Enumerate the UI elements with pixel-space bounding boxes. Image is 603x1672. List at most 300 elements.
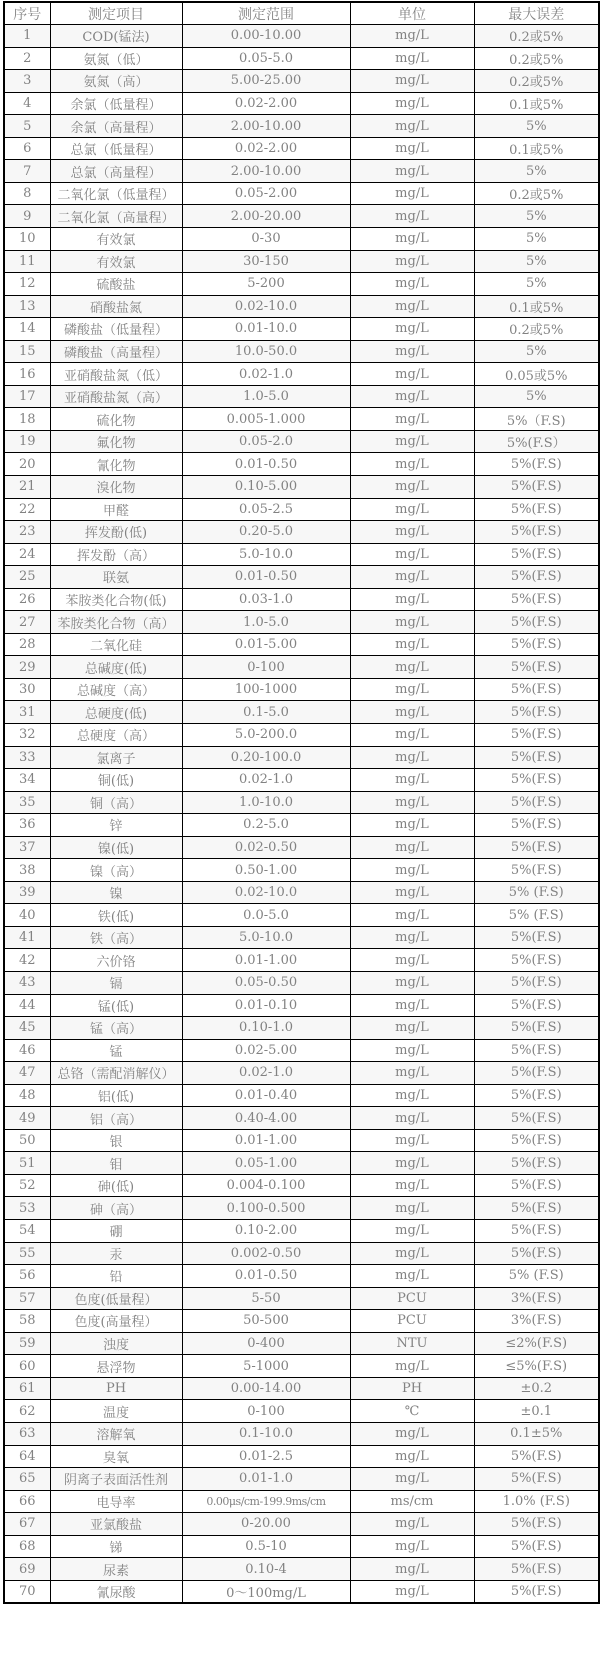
cell-unit: mg/L xyxy=(350,475,474,498)
cell-item: 铁（高） xyxy=(50,926,182,949)
cell-error: 5% xyxy=(474,160,599,183)
cell-index: 51 xyxy=(4,1152,50,1175)
cell-error: 5%(F.S) xyxy=(474,769,599,792)
cell-error: 1.0% (F.S) xyxy=(474,1490,599,1513)
table-row xyxy=(4,273,599,296)
cell-error: 5%(F.S) xyxy=(474,521,599,544)
cell-item: 总碱度(低) xyxy=(50,656,182,679)
cell-range: 0.00-14.00 xyxy=(182,1377,350,1400)
table-row xyxy=(4,881,599,904)
cell-index: 46 xyxy=(4,1039,50,1062)
table-row xyxy=(4,814,599,837)
cell-unit: mg/L xyxy=(350,273,474,296)
table-row xyxy=(4,1062,599,1085)
table-row xyxy=(4,746,599,769)
cell-item: 余氯（低量程） xyxy=(50,92,182,115)
cell-range: 0.05-5.0 xyxy=(182,47,350,70)
table-row xyxy=(4,588,599,611)
cell-unit: mg/L xyxy=(350,47,474,70)
cell-error: 5% (F.S) xyxy=(474,881,599,904)
cell-error: 0.2或5% xyxy=(474,47,599,70)
cell-item: 二氧化氯（高量程） xyxy=(50,205,182,228)
cell-unit: mg/L xyxy=(350,227,474,250)
table-row xyxy=(4,1558,599,1581)
cell-range: 0.01-0.50 xyxy=(182,1265,350,1288)
cell-index: 53 xyxy=(4,1197,50,1220)
cell-error: 5% xyxy=(474,250,599,273)
cell-error: 5%(F.S) xyxy=(474,1129,599,1152)
table-row xyxy=(4,769,599,792)
table-row xyxy=(4,836,599,859)
cell-item: 二氧化硅 xyxy=(50,633,182,656)
table-row xyxy=(4,137,599,160)
cell-unit: mg/L xyxy=(350,1129,474,1152)
cell-range: 5-1000 xyxy=(182,1355,350,1378)
cell-error: 5%(F.S) xyxy=(474,814,599,837)
table-row xyxy=(4,1287,599,1310)
cell-range: 0-100 xyxy=(182,1400,350,1423)
cell-range: 0.02-0.50 xyxy=(182,836,350,859)
cell-unit: ms/cm xyxy=(350,1490,474,1513)
cell-range: 0.05-2.0 xyxy=(182,430,350,453)
cell-item: 氟化物 xyxy=(50,430,182,453)
cell-item: 溶解氧 xyxy=(50,1422,182,1445)
cell-unit: mg/L xyxy=(350,521,474,544)
table-row xyxy=(4,949,599,972)
cell-unit: mg/L xyxy=(350,70,474,93)
cell-item: 挥发酚(低) xyxy=(50,521,182,544)
cell-unit: mg/L xyxy=(350,543,474,566)
cell-unit: mg/L xyxy=(350,566,474,589)
table-row xyxy=(4,92,599,115)
cell-item: 总氯（高量程） xyxy=(50,160,182,183)
cell-item: 总碱度（高） xyxy=(50,678,182,701)
cell-item: 总氯（低量程） xyxy=(50,137,182,160)
cell-error: 5%(F.S) xyxy=(474,1197,599,1220)
measurement-spec-table xyxy=(3,1,600,1604)
cell-item: 浊度 xyxy=(50,1332,182,1355)
cell-error: 5%(F.S) xyxy=(474,588,599,611)
cell-unit: mg/L xyxy=(350,926,474,949)
cell-range: 1.0-5.0 xyxy=(182,385,350,408)
table-row xyxy=(4,1468,599,1491)
cell-error: 0.2或5% xyxy=(474,182,599,205)
cell-unit: mg/L xyxy=(350,182,474,205)
cell-range: 0.02-1.0 xyxy=(182,1062,350,1085)
cell-index: 33 xyxy=(4,746,50,769)
cell-range: 0-400 xyxy=(182,1332,350,1355)
cell-item: 铜（高） xyxy=(50,791,182,814)
cell-error: 5%(F.S) xyxy=(474,701,599,724)
table-row xyxy=(4,611,599,634)
cell-error: 5%(F.S) xyxy=(474,453,599,476)
cell-range: 0.01-2.5 xyxy=(182,1445,350,1468)
cell-error: 0.2或5% xyxy=(474,25,599,48)
table-row xyxy=(4,1310,599,1333)
cell-item: 铝(低) xyxy=(50,1084,182,1107)
col-header-item: 测定项目 xyxy=(50,2,182,25)
cell-index: 35 xyxy=(4,791,50,814)
cell-unit: mg/L xyxy=(350,904,474,927)
cell-unit: mg/L xyxy=(350,1265,474,1288)
header-row xyxy=(4,2,599,25)
cell-index: 9 xyxy=(4,205,50,228)
cell-range: 5.0-200.0 xyxy=(182,724,350,747)
cell-unit: mg/L xyxy=(350,633,474,656)
cell-error: 5% xyxy=(474,340,599,363)
cell-index: 49 xyxy=(4,1107,50,1130)
cell-item: 亚硝酸盐氮（高） xyxy=(50,385,182,408)
cell-item: 钼 xyxy=(50,1152,182,1175)
table-row xyxy=(4,904,599,927)
table-row xyxy=(4,1039,599,1062)
table-row xyxy=(4,1242,599,1265)
cell-unit: mg/L xyxy=(350,1017,474,1040)
cell-error: 0.1或5% xyxy=(474,137,599,160)
cell-error: 5%(F.S) xyxy=(474,1062,599,1085)
table-row xyxy=(4,363,599,386)
cell-index: 56 xyxy=(4,1265,50,1288)
cell-error: 5%(F.S) xyxy=(474,1580,599,1603)
cell-item: 总铬（需配消解仪） xyxy=(50,1062,182,1085)
cell-range: 0.00-10.00 xyxy=(182,25,350,48)
cell-index: 58 xyxy=(4,1310,50,1333)
cell-index: 8 xyxy=(4,182,50,205)
cell-index: 59 xyxy=(4,1332,50,1355)
cell-range: 0.01-1.00 xyxy=(182,1129,350,1152)
cell-item: 氰尿酸 xyxy=(50,1580,182,1603)
table-row xyxy=(4,543,599,566)
cell-item: 氨氮（高） xyxy=(50,70,182,93)
cell-error: 5%(F.S) xyxy=(474,1107,599,1130)
cell-unit: mg/L xyxy=(350,746,474,769)
table-row xyxy=(4,115,599,138)
cell-error: 5% xyxy=(474,205,599,228)
table-row xyxy=(4,521,599,544)
cell-unit: mg/L xyxy=(350,453,474,476)
cell-unit: mg/L xyxy=(350,611,474,634)
cell-error: 5%(F.S) xyxy=(474,1242,599,1265)
cell-error: 5%(F.S) xyxy=(474,633,599,656)
cell-range: 0.10-1.0 xyxy=(182,1017,350,1040)
cell-error: 5%(F.S) xyxy=(474,1535,599,1558)
cell-unit: mg/L xyxy=(350,340,474,363)
cell-range: 0.5-10 xyxy=(182,1535,350,1558)
table-row xyxy=(4,1152,599,1175)
cell-item: 氯离子 xyxy=(50,746,182,769)
cell-index: 63 xyxy=(4,1422,50,1445)
cell-error: 5% (F.S) xyxy=(474,904,599,927)
cell-index: 61 xyxy=(4,1377,50,1400)
cell-range: 0.01-0.50 xyxy=(182,453,350,476)
table-row xyxy=(4,1580,599,1603)
cell-range: 0.02-2.00 xyxy=(182,137,350,160)
cell-error: 5%(F.S) xyxy=(474,1039,599,1062)
cell-item: 色度(低量程） xyxy=(50,1287,182,1310)
cell-index: 40 xyxy=(4,904,50,927)
cell-item: 锰(低) xyxy=(50,994,182,1017)
cell-index: 45 xyxy=(4,1017,50,1040)
cell-unit: ℃ xyxy=(350,1400,474,1423)
table-row xyxy=(4,475,599,498)
cell-range: 0.005-1.000 xyxy=(182,408,350,431)
cell-range: 0.20-100.0 xyxy=(182,746,350,769)
cell-error: 5%(F.S) xyxy=(474,791,599,814)
cell-range: 0.002-0.50 xyxy=(182,1242,350,1265)
cell-item: 色度(高量程） xyxy=(50,1310,182,1333)
cell-range: 0.01-1.0 xyxy=(182,1468,350,1491)
col-header-error: 最大误差 xyxy=(474,2,599,25)
cell-item: 苯胺类化合物（高） xyxy=(50,611,182,634)
cell-range: 0.50-1.00 xyxy=(182,859,350,882)
cell-range: 30-150 xyxy=(182,250,350,273)
cell-item: 电导率 xyxy=(50,1490,182,1513)
cell-unit: mg/L xyxy=(350,972,474,995)
cell-index: 18 xyxy=(4,408,50,431)
table-row xyxy=(4,1535,599,1558)
cell-index: 37 xyxy=(4,836,50,859)
cell-error: 5%(F.S) xyxy=(474,1017,599,1040)
cell-unit: mg/L xyxy=(350,92,474,115)
cell-range: 5.00-25.00 xyxy=(182,70,350,93)
cell-unit: mg/L xyxy=(350,363,474,386)
cell-range: 2.00-20.00 xyxy=(182,205,350,228)
cell-range: 5-200 xyxy=(182,273,350,296)
cell-range: 0.02-10.0 xyxy=(182,295,350,318)
cell-index: 43 xyxy=(4,972,50,995)
cell-item: 硫化物 xyxy=(50,408,182,431)
table-row xyxy=(4,1129,599,1152)
cell-item: 总硬度(低) xyxy=(50,701,182,724)
cell-unit: mg/L xyxy=(350,1152,474,1175)
table-row xyxy=(4,295,599,318)
cell-unit: mg/L xyxy=(350,1513,474,1536)
cell-error: ≤2%(F.S) xyxy=(474,1332,599,1355)
cell-index: 28 xyxy=(4,633,50,656)
cell-error: 5%(F.S） xyxy=(474,430,599,453)
cell-item: 余氯（高量程） xyxy=(50,115,182,138)
cell-error: 3%(F.S) xyxy=(474,1287,599,1310)
cell-range: 0.10-4 xyxy=(182,1558,350,1581)
table-row xyxy=(4,498,599,521)
cell-index: 31 xyxy=(4,701,50,724)
cell-range: 0-30 xyxy=(182,227,350,250)
cell-item: 挥发酚（高） xyxy=(50,543,182,566)
cell-range: 1.0-5.0 xyxy=(182,611,350,634)
cell-error: 5%(F.S) xyxy=(474,1445,599,1468)
cell-range: 0-20.00 xyxy=(182,1513,350,1536)
cell-error: 5%(F.S) xyxy=(474,1468,599,1491)
cell-range: 0.004-0.100 xyxy=(182,1174,350,1197)
cell-range: 0.03-1.0 xyxy=(182,588,350,611)
cell-item: 甲醛 xyxy=(50,498,182,521)
table-row xyxy=(4,430,599,453)
cell-unit: mg/L xyxy=(350,701,474,724)
table-row xyxy=(4,701,599,724)
cell-error: 5%(F.S) xyxy=(474,475,599,498)
cell-index: 24 xyxy=(4,543,50,566)
cell-item: 有效氯 xyxy=(50,250,182,273)
cell-error: 5% xyxy=(474,227,599,250)
cell-item: 铝（高） xyxy=(50,1107,182,1130)
cell-error: 5%(F.S) xyxy=(474,972,599,995)
cell-unit: mg/L xyxy=(350,1062,474,1085)
cell-unit: mg/L xyxy=(350,160,474,183)
cell-range: 0.02-5.00 xyxy=(182,1039,350,1062)
cell-item: 银 xyxy=(50,1129,182,1152)
cell-unit: mg/L xyxy=(350,250,474,273)
cell-index: 66 xyxy=(4,1490,50,1513)
cell-index: 34 xyxy=(4,769,50,792)
cell-index: 2 xyxy=(4,47,50,70)
cell-error: 5% xyxy=(474,115,599,138)
cell-item: 溴化物 xyxy=(50,475,182,498)
cell-unit: mg/L xyxy=(350,1558,474,1581)
table-row xyxy=(4,340,599,363)
cell-index: 64 xyxy=(4,1445,50,1468)
cell-index: 26 xyxy=(4,588,50,611)
cell-range: 0.02-1.0 xyxy=(182,363,350,386)
cell-index: 27 xyxy=(4,611,50,634)
cell-index: 23 xyxy=(4,521,50,544)
cell-item: 汞 xyxy=(50,1242,182,1265)
cell-unit: mg/L xyxy=(350,1468,474,1491)
cell-range: 0.1-5.0 xyxy=(182,701,350,724)
table-row xyxy=(4,972,599,995)
cell-item: 联氨 xyxy=(50,566,182,589)
cell-index: 57 xyxy=(4,1287,50,1310)
cell-item: 有效氯 xyxy=(50,227,182,250)
cell-index: 38 xyxy=(4,859,50,882)
cell-item: 镉 xyxy=(50,972,182,995)
cell-index: 30 xyxy=(4,678,50,701)
cell-error: 5%(F.S) xyxy=(474,949,599,972)
cell-index: 39 xyxy=(4,881,50,904)
cell-item: 总硬度（高） xyxy=(50,724,182,747)
cell-error: ±0.1 xyxy=(474,1400,599,1423)
cell-range: 0-100 xyxy=(182,656,350,679)
cell-error: 5%(F.S) xyxy=(474,1084,599,1107)
cell-range: 0.01-0.50 xyxy=(182,566,350,589)
cell-range: 2.00-10.00 xyxy=(182,160,350,183)
cell-index: 21 xyxy=(4,475,50,498)
cell-item: 臭氧 xyxy=(50,1445,182,1468)
table-row xyxy=(4,385,599,408)
cell-unit: mg/L xyxy=(350,1445,474,1468)
cell-error: 5%（F.S) xyxy=(474,408,599,431)
table-row xyxy=(4,1265,599,1288)
cell-unit: mg/L xyxy=(350,1197,474,1220)
table-row xyxy=(4,724,599,747)
cell-unit: mg/L xyxy=(350,836,474,859)
cell-item: 砷(低) xyxy=(50,1174,182,1197)
cell-range: 5-50 xyxy=(182,1287,350,1310)
cell-index: 3 xyxy=(4,70,50,93)
table-row xyxy=(4,1445,599,1468)
cell-unit: PCU xyxy=(350,1287,474,1310)
cell-error: ±0.2 xyxy=(474,1377,599,1400)
cell-unit: mg/L xyxy=(350,881,474,904)
table-row xyxy=(4,227,599,250)
cell-error: 5%(F.S) xyxy=(474,1174,599,1197)
table-row xyxy=(4,182,599,205)
cell-index: 5 xyxy=(4,115,50,138)
cell-index: 4 xyxy=(4,92,50,115)
col-header-index: 序号 xyxy=(4,2,50,25)
table-row xyxy=(4,1107,599,1130)
cell-index: 25 xyxy=(4,566,50,589)
cell-index: 47 xyxy=(4,1062,50,1085)
cell-range: 0.1-10.0 xyxy=(182,1422,350,1445)
table-row xyxy=(4,633,599,656)
cell-range: 0.02-1.0 xyxy=(182,769,350,792)
table-row xyxy=(4,318,599,341)
cell-item: 锰（高） xyxy=(50,1017,182,1040)
cell-index: 15 xyxy=(4,340,50,363)
cell-index: 55 xyxy=(4,1242,50,1265)
cell-index: 44 xyxy=(4,994,50,1017)
cell-unit: mg/L xyxy=(350,1535,474,1558)
table-row xyxy=(4,1422,599,1445)
table-row xyxy=(4,859,599,882)
cell-error: 5%(F.S) xyxy=(474,1152,599,1175)
cell-range: 0.01-5.00 xyxy=(182,633,350,656)
cell-index: 52 xyxy=(4,1174,50,1197)
cell-error: 5%(F.S) xyxy=(474,1558,599,1581)
cell-index: 14 xyxy=(4,318,50,341)
col-header-unit: 单位 xyxy=(350,2,474,25)
table-row xyxy=(4,453,599,476)
cell-index: 10 xyxy=(4,227,50,250)
table-row xyxy=(4,1355,599,1378)
cell-error: 5%(F.S) xyxy=(474,543,599,566)
cell-error: 3%(F.S) xyxy=(474,1310,599,1333)
cell-item: 磷酸盐（低量程） xyxy=(50,318,182,341)
cell-index: 1 xyxy=(4,25,50,48)
cell-error: 5% (F.S) xyxy=(474,1265,599,1288)
cell-unit: mg/L xyxy=(350,1422,474,1445)
cell-unit: mg/L xyxy=(350,1355,474,1378)
cell-error: 5%(F.S) xyxy=(474,994,599,1017)
cell-range: 0～100mg/L xyxy=(182,1580,350,1603)
table-row xyxy=(4,566,599,589)
cell-unit: mg/L xyxy=(350,588,474,611)
cell-index: 20 xyxy=(4,453,50,476)
cell-error: 0.1±5% xyxy=(474,1422,599,1445)
cell-item: 硼 xyxy=(50,1220,182,1243)
cell-item: 锌 xyxy=(50,814,182,837)
cell-range: 0.40-4.00 xyxy=(182,1107,350,1130)
cell-item: 亚氯酸盐 xyxy=(50,1513,182,1536)
table-row xyxy=(4,1174,599,1197)
cell-unit: mg/L xyxy=(350,791,474,814)
col-header-range: 测定范围 xyxy=(182,2,350,25)
cell-item: 二氧化氯（低量程） xyxy=(50,182,182,205)
cell-unit: mg/L xyxy=(350,1084,474,1107)
table-row xyxy=(4,791,599,814)
cell-item: 温度 xyxy=(50,1400,182,1423)
cell-item: 悬浮物 xyxy=(50,1355,182,1378)
table-row xyxy=(4,1332,599,1355)
cell-range: 0.10-5.00 xyxy=(182,475,350,498)
cell-error: 5%(F.S) xyxy=(474,859,599,882)
cell-range: 0.100-0.500 xyxy=(182,1197,350,1220)
cell-item: 苯胺类化合物(低) xyxy=(50,588,182,611)
cell-item: 亚硝酸盐氮（低） xyxy=(50,363,182,386)
cell-unit: mg/L xyxy=(350,385,474,408)
cell-error: 5%(F.S) xyxy=(474,836,599,859)
cell-index: 17 xyxy=(4,385,50,408)
